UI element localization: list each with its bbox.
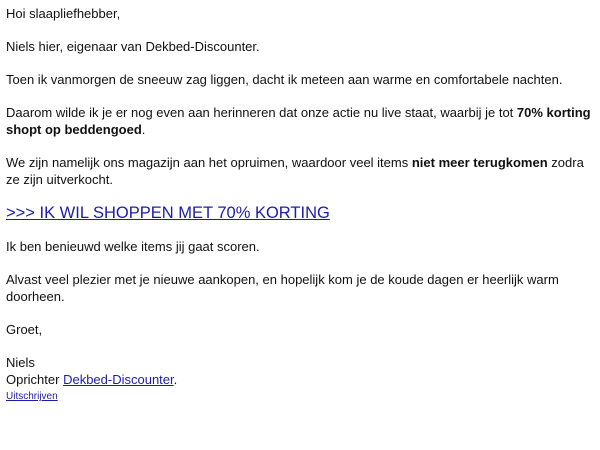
company-link[interactable]: Dekbed-Discounter	[63, 372, 174, 387]
unsubscribe-link[interactable]: Uitschrijven	[6, 391, 58, 402]
paragraph-snow: Toen ik vanmorgen de sneeuw zag liggen, dacht ik meteen aan warme en comfortabele nachten.	[6, 72, 563, 87]
warning-highlight: niet meer terugkomen	[411, 155, 548, 170]
discount-highlight: 70% korting shopt op beddengoed	[6, 105, 591, 137]
paragraph-wishes: Alvast veel plezier met je nieuwe aankopen, en hopelijk kom je de koude dagen er heerlijk warm doorheen.	[6, 272, 559, 304]
greeting: Hoi slaapliefhebber,	[6, 6, 121, 21]
cta-paragraph	[6, 204, 594, 223]
paragraph-curious: Ik ben benieuwd welke items jij gaat scoren.	[6, 239, 260, 254]
unsubscribe-paragraph	[6, 390, 594, 404]
shop-cta-link[interactable]: >>> IK WIL SHOPPEN MET 70% KORTING	[6, 204, 330, 222]
closing: Groet,	[6, 322, 43, 337]
signature-name: Niels	[6, 355, 35, 370]
paragraph-sale: Daarom wilde ik je er nog even aan herinneren dat onze actie nu live staat, waarbij je tot 70% korting shopt op beddengoed.	[6, 105, 591, 137]
paragraph-warehouse: We zijn namelijk ons magazijn aan het opruimen, waardoor veel items niet meer terugkomen zodra ze zijn uitverkocht.	[6, 155, 584, 187]
signature	[6, 354, 594, 388]
signature-title: Oprichter Dekbed-Discounter.	[6, 372, 178, 387]
intro-paragraph: Niels hier, eigenaar van Dekbed-Discounter.	[6, 39, 260, 54]
